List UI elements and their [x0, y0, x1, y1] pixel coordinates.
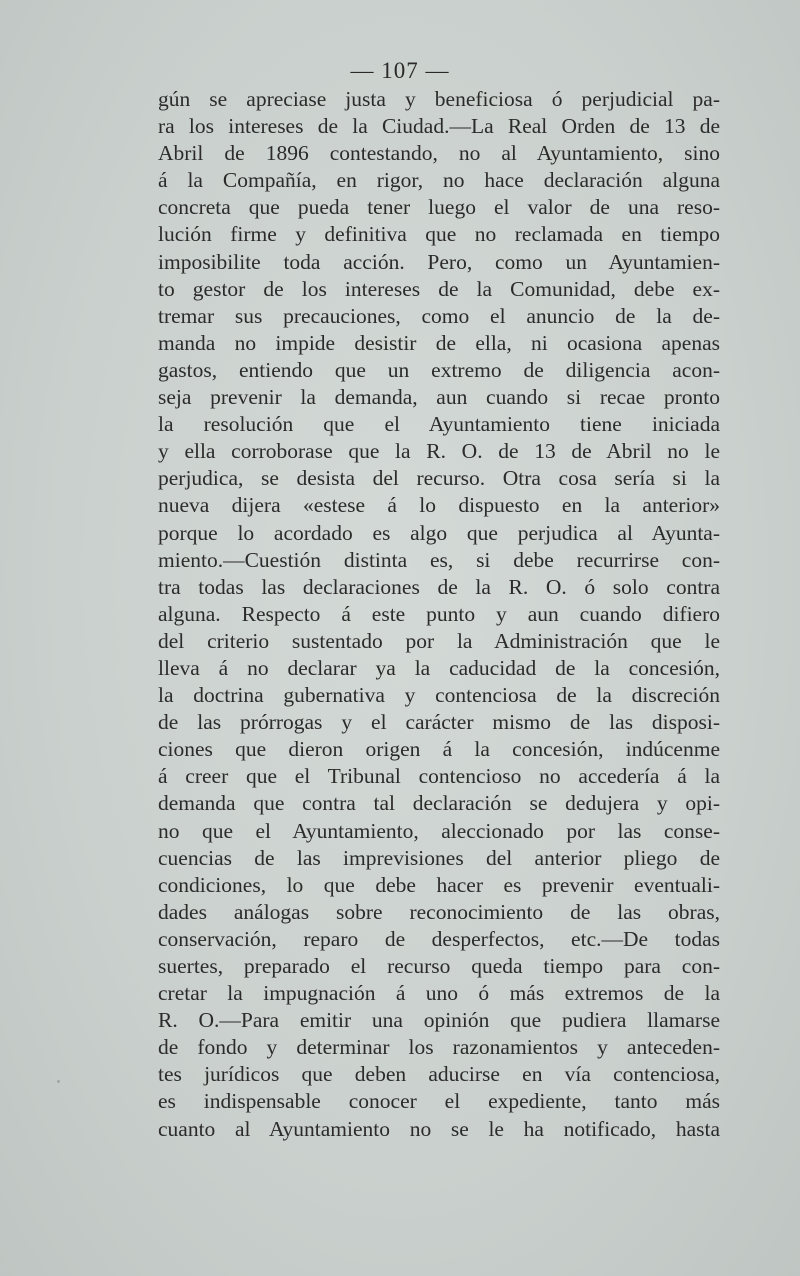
text-line: nueva dijera «estese á lo dispuesto en la anterior» — [158, 493, 720, 518]
text-line: ciones que dieron origen á la concesión, indúcenme — [158, 737, 720, 762]
text-line: la resolución que el Ayuntamiento tiene iniciada — [158, 412, 720, 437]
text-line: demanda que contra tal declaración se dedujera y opi- — [158, 791, 720, 816]
text-line: del criterio sustentado por la Administración que le — [158, 628, 720, 653]
text-line: miento.—Cuestión distinta es, si debe recurrirse con- — [158, 547, 720, 572]
text-line: no que el Ayuntamiento, aleccionado por las conse- — [158, 818, 720, 843]
text-line: tes jurídicos que deben aducirse en vía contenciosa, — [158, 1062, 720, 1087]
text-line: de las prórrogas y el carácter mismo de las disposi- — [158, 710, 720, 735]
text-line: seja prevenir la demanda, aun cuando si recae pronto — [158, 385, 720, 410]
text-line: gún se apreciase justa y beneficiosa ó perjudicial pa- — [158, 87, 720, 111]
text-line: la doctrina gubernativa y contenciosa de la discreción — [158, 683, 720, 708]
text-line: porque lo acordado es algo que perjudica al Ayunta- — [158, 520, 720, 545]
text-line: ra los intereses de la Ciudad.—La Real Orden de 13 de — [158, 114, 720, 139]
text-line: conservación, reparo de desperfectos, etc.—De todas — [158, 926, 720, 951]
text-line: condiciones, lo que debe hacer es prevenir eventuali- — [158, 872, 720, 897]
text-line: concreta que pueda tener luego el valor de una reso- — [158, 195, 720, 220]
paper-speck — [57, 1080, 60, 1083]
text-line: cuencias de las imprevisiones del anterior pliego de — [158, 845, 720, 870]
text-line: Abril de 1896 contestando, no al Ayuntamiento, sino — [158, 141, 720, 166]
body-text — [158, 86, 720, 1143]
text-line: to gestor de los intereses de la Comunidad, debe ex- — [158, 276, 720, 301]
text-line: manda no impide desistir de ella, ni ocasiona apenas — [158, 330, 720, 355]
text-line: lleva á no declarar ya la caducidad de la concesión, — [158, 655, 720, 680]
text-line: R. O.—Para emitir una opinión que pudiera llamarse — [158, 1008, 720, 1033]
text-line: lución firme y definitiva que no reclamada en tiempo — [158, 222, 720, 247]
text-line: tra todas las declaraciones de la R. O. ó solo contra — [158, 574, 720, 599]
text-line: de fondo y determinar los razonamientos y anteceden- — [158, 1035, 720, 1060]
text-line: imposibilite toda acción. Pero, como un Ayuntamien- — [158, 249, 720, 274]
text-line: es indispensable conocer el expediente, tanto más — [158, 1089, 720, 1114]
text-line: gastos, entiendo que un extremo de diligencia acon- — [158, 357, 720, 382]
text-line: perjudica, se desista del recurso. Otra cosa sería si la — [158, 466, 720, 491]
text-line: suertes, preparado el recurso queda tiempo para con- — [158, 954, 720, 978]
text-line: cuanto al Ayuntamiento no se le ha notificado, hasta — [158, 1116, 720, 1141]
text-line: á la Compañía, en rigor, no hace declaración alguna — [158, 168, 720, 193]
text-line: dades análogas sobre reconocimiento de las obras, — [158, 899, 720, 924]
text-line: cretar la impugnación á uno ó más extremos de la — [158, 981, 720, 1006]
text-line: tremar sus precauciones, como el anuncio de la de- — [158, 303, 720, 328]
text-line: y ella corroborase que la R. O. de 13 de Abril no le — [158, 439, 720, 464]
text-line: á creer que el Tribunal contencioso no accedería á la — [158, 764, 720, 789]
text-line: alguna. Respecto á este punto y aun cuando difiero — [158, 601, 720, 626]
page-number: — 107 — — [350, 58, 450, 83]
